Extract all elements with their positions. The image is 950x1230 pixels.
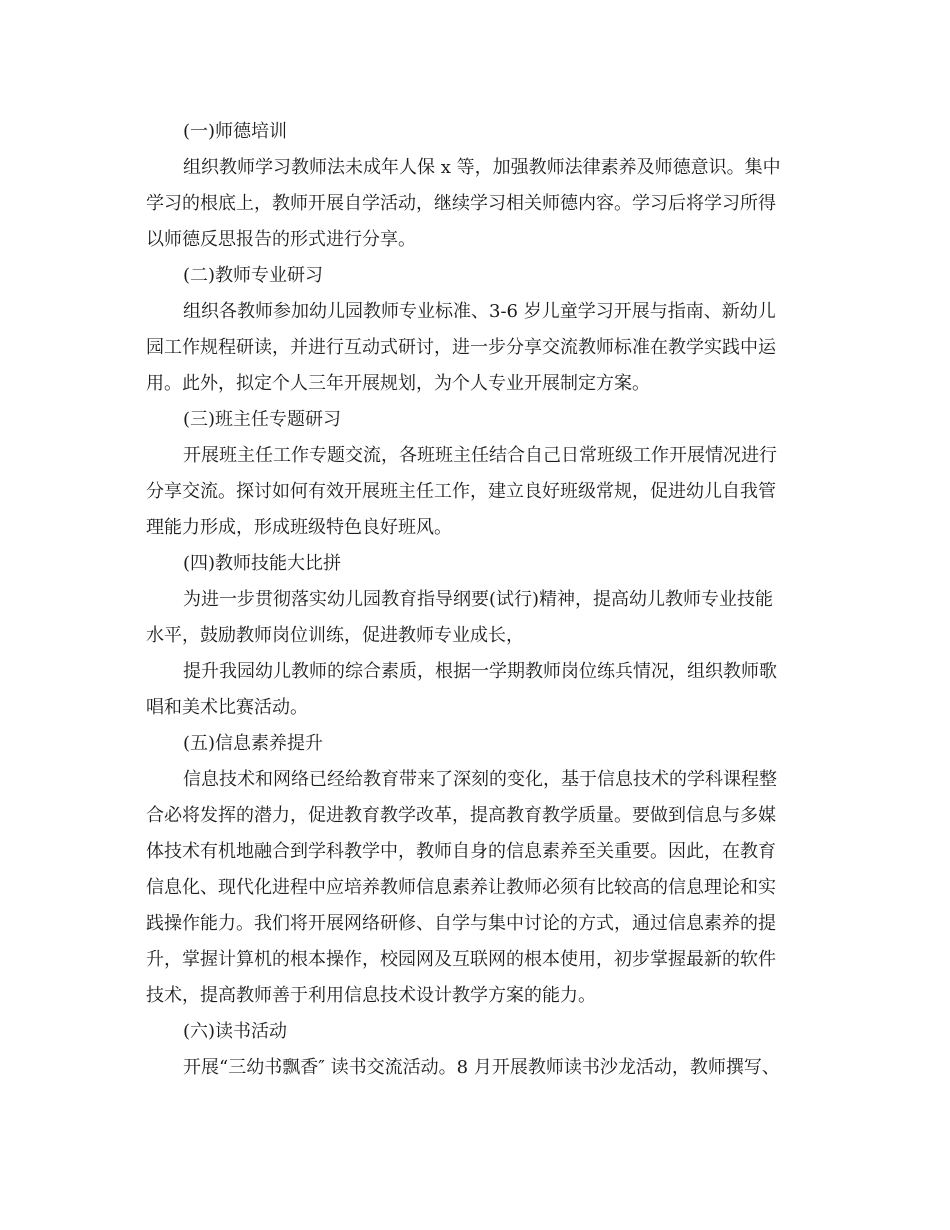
section-1 [146, 114, 802, 258]
paragraph-line: 园工作规程研读，并进行互动式研讨，进一步分享交流教师标准在教学实践中运 [146, 337, 776, 358]
paragraph-line: 体技术有机地融合到学科教学中，教师自身的信息素养至关重要。因此，在教育 [146, 841, 776, 862]
paragraph-line: 组织各教师参加幼儿园教师专业标准、3-6 岁儿童学习开展与指南、新幼儿 [183, 301, 776, 322]
paragraph-line: 唱和美术比赛活动。 [146, 697, 308, 718]
section-2 [146, 258, 802, 402]
section-3 [146, 402, 802, 546]
paragraph-line: 开展“三幼书飘香″ 读书交流活动。8 月开展教师读书沙龙活动，教师撰写、 [183, 1057, 780, 1078]
paragraph-line: 践操作能力。我们将开展网络研修、自学与集中讨论的方式，通过信息素养的提 [146, 913, 776, 934]
paragraph-line: 分享交流。探讨如何有效开展班主任工作，建立良好班级常规，促进幼儿自我管 [146, 481, 776, 502]
paragraph-line: 为进一步贯彻落实幼儿园教育指导纲要(试行)精神，提高幼儿教师专业技能 [183, 589, 774, 610]
paragraph [146, 654, 802, 726]
section-title: (一)师德培训 [183, 121, 288, 142]
paragraph-line: 用。此外，拟定个人三年开展规划，为个人专业开展制定方案。 [146, 373, 650, 394]
paragraph [146, 294, 802, 402]
paragraph-line: 水平，鼓励教师岗位训练，促进教师专业成长， [146, 625, 524, 646]
paragraph [146, 1050, 802, 1086]
section-title: (二)教师专业研习 [183, 265, 324, 286]
paragraph [146, 582, 802, 654]
section-title: (三)班主任专题研习 [183, 409, 342, 430]
paragraph-line: 信息技术和网络已经给教育带来了深刻的变化，基于信息技术的学科课程整 [183, 769, 777, 790]
paragraph-line: 组织教师学习教师法未成年人保 x 等，加强教师法律素养及师德意识。集中 [183, 157, 781, 178]
paragraph-line: 以师德反思报告的形式进行分享。 [146, 229, 416, 250]
paragraph [146, 762, 802, 1014]
paragraph [146, 150, 802, 258]
paragraph-line: 提升我园幼儿教师的综合素质，根据一学期教师岗位练兵情况，组织教师歌 [183, 661, 777, 682]
section-6 [146, 1014, 802, 1086]
paragraph [146, 438, 802, 546]
section-5 [146, 726, 802, 1014]
paragraph-line: 升，掌握计算机的根本操作，校园网及互联网的根本使用，初步掌握最新的软件 [146, 949, 776, 970]
paragraph-line: 开展班主任工作专题交流，各班班主任结合自己日常班级工作开展情况进行 [183, 445, 777, 466]
paragraph-line: 理能力形成，形成班级特色良好班风。 [146, 517, 452, 538]
paragraph-line: 学习的根底上，教师开展自学活动，继续学习相关师德内容。学习后将学习所得 [146, 193, 776, 214]
document-page [146, 114, 802, 1086]
paragraph-line: 技术，提高教师善于利用信息技术设计教学方案的能力。 [146, 985, 596, 1006]
paragraph-line: 合必将发挥的潜力，促进教育教学改革，提高教育教学质量。要做到信息与多媒 [146, 805, 776, 826]
section-title: (五)信息素养提升 [183, 733, 324, 754]
section-4 [146, 546, 802, 726]
section-title: (四)教师技能大比拼 [183, 553, 342, 574]
paragraph-line: 信息化、现代化进程中应培养教师信息素养让教师必须有比较高的信息理论和实 [146, 877, 776, 898]
section-title: (六)读书活动 [183, 1021, 288, 1042]
